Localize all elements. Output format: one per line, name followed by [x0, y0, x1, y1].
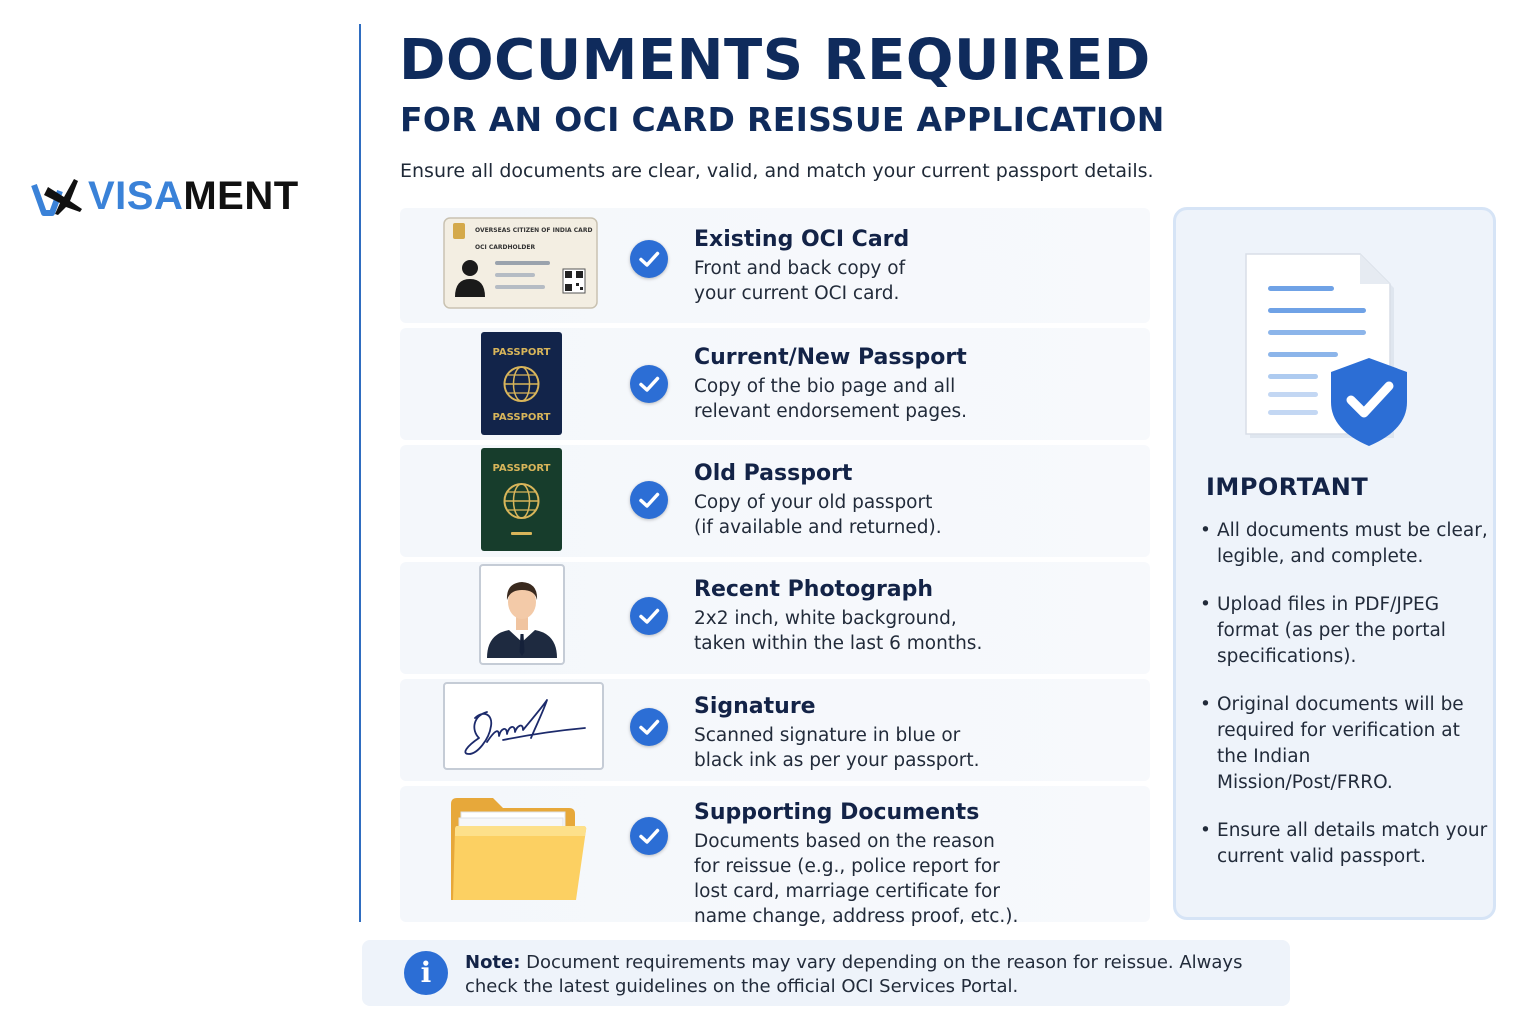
document-row-old-passport — [400, 445, 1150, 557]
document-name: Signature — [694, 694, 816, 719]
document-description — [694, 374, 967, 424]
document-row-supporting-docs — [400, 786, 1150, 927]
note-label: Note: — [465, 952, 521, 973]
note-body: Document requirements may vary depending on the reason for reissue. Always check the latest guidelines on the official OCI Services Portal. — [465, 952, 1243, 997]
document-name: Old Passport — [694, 461, 853, 486]
check-icon — [630, 365, 668, 403]
document-row-signature — [400, 679, 1150, 781]
document-row-oci-card — [400, 208, 1150, 323]
document-description — [694, 490, 942, 540]
passport-cover-top: PASSPORT — [492, 347, 551, 358]
oci-card-title: OVERSEAS CITIZEN OF INDIA CARD — [475, 227, 593, 234]
green-passport-icon — [481, 448, 562, 551]
description-line: 2x2 inch, white background, — [694, 608, 957, 629]
description-line: taken within the last 6 months. — [694, 633, 983, 654]
check-icon — [630, 240, 668, 278]
important-item: • Upload files in PDF/JPEG format (as per the portal specifications). — [1200, 592, 1490, 670]
important-list — [1200, 518, 1490, 892]
description-line: Copy of your old passport — [694, 492, 933, 513]
important-title: IMPORTANT — [1206, 473, 1369, 501]
note-bar — [362, 940, 1290, 1006]
logo-text — [88, 174, 299, 219]
document-row-photograph — [400, 562, 1150, 674]
description-line: Front and back copy of — [694, 258, 906, 279]
document-row-current-passport — [400, 328, 1150, 440]
oci-card-subtitle: OCI CARDHOLDER — [475, 244, 536, 251]
document-shield-icon — [1244, 252, 1414, 452]
description-line: Scanned signature in blue or — [694, 725, 961, 746]
description-line: your current OCI card. — [694, 283, 900, 304]
passport-cover-top: PASSPORT — [492, 463, 551, 474]
page-subtitle: FOR AN OCI CARD REISSUE APPLICATION — [400, 100, 1165, 139]
important-item: • Ensure all details match your current valid passport. — [1200, 818, 1490, 870]
oci-card-icon — [443, 217, 598, 309]
document-name: Recent Photograph — [694, 577, 934, 602]
info-icon: i — [404, 951, 448, 995]
blue-passport-icon — [481, 332, 562, 435]
description-line: Documents based on the reason — [694, 831, 995, 852]
important-item: • Original documents will be required for verification at the Indian Mission/Post/FRRO. — [1200, 692, 1490, 796]
important-panel — [1173, 207, 1496, 920]
description-line: (if available and returned). — [694, 517, 942, 538]
visament-logo — [30, 168, 330, 224]
logo-text-part2: MENT — [183, 173, 299, 218]
document-description — [694, 606, 982, 656]
description-line: black ink as per your passport. — [694, 750, 980, 771]
vertical-divider — [359, 24, 361, 922]
check-icon — [630, 708, 668, 746]
plane-logo-icon — [30, 171, 86, 221]
description-line: for reissue (e.g., police report for — [694, 856, 1000, 877]
document-name: Current/New Passport — [694, 345, 967, 370]
important-item: • All documents must be clear, legible, and complete. — [1200, 518, 1490, 570]
page-title: DOCUMENTS REQUIRED — [399, 28, 1151, 93]
document-description — [694, 723, 980, 773]
photo-icon — [479, 564, 565, 665]
document-description — [694, 829, 1018, 929]
document-name: Supporting Documents — [694, 800, 980, 825]
description-line: name change, address proof, etc.). — [694, 906, 1019, 927]
signature-icon — [443, 682, 604, 770]
document-name: Existing OCI Card — [694, 227, 910, 252]
check-icon — [630, 817, 668, 855]
folder-icon — [449, 796, 589, 906]
description-line: relevant endorsement pages. — [694, 401, 968, 422]
check-icon — [630, 597, 668, 635]
intro-text: Ensure all documents are clear, valid, and match your current passport details. — [400, 160, 1154, 182]
description-line: lost card, marriage certificate for — [694, 881, 1000, 902]
document-description — [694, 256, 909, 306]
description-line: Copy of the bio page and all — [694, 376, 956, 397]
check-icon — [630, 481, 668, 519]
passport-cover-bottom: PASSPORT — [492, 412, 551, 423]
note-text — [465, 951, 1265, 999]
logo-text-part1: VISA — [88, 173, 184, 218]
